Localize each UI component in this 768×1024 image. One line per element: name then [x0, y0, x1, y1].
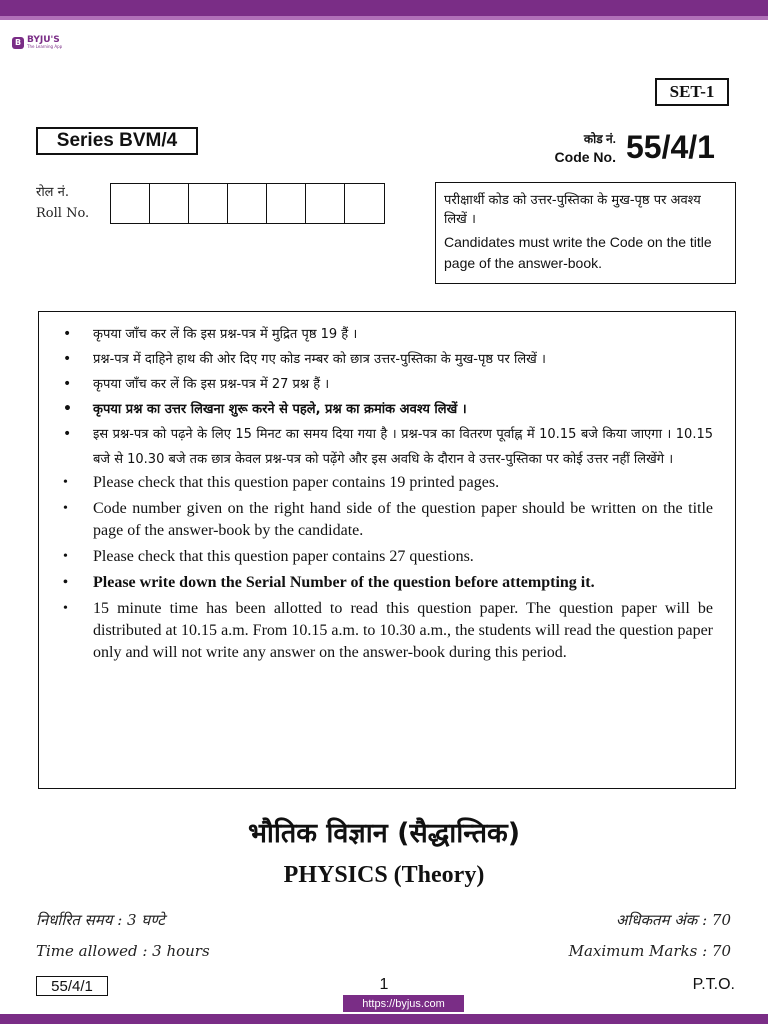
instruction-item: • कृपया जाँच कर लें कि इस प्रश्न-पत्र में 27 प्रश्न हैं ।	[61, 372, 713, 397]
instruction-item: • Code number given on the right hand side of the question paper should be written on the title page of the answer-book by the candidate.	[61, 498, 713, 542]
time-allowed-hindi: निर्धारित समय : 3 घण्टे	[36, 911, 165, 929]
instruction-item: • कृपया जाँच कर लें कि इस प्रश्न-पत्र में मुद्रित पृष्ठ 19 हैं ।	[61, 322, 713, 347]
bottom-brand-bar	[0, 1014, 768, 1024]
top-brand-bar	[0, 0, 768, 16]
time-allowed-english: Time allowed : 3 hours	[36, 942, 210, 960]
subject-title-hindi: भौतिक विज्ञान (सैद्धान्तिक)	[247, 818, 521, 849]
instructions-list	[61, 322, 713, 664]
code-label-hindi: कोड नं.	[583, 132, 616, 146]
roll-number-boxes	[110, 183, 385, 224]
code-number: 55/4/1	[626, 129, 715, 165]
logo-tagline: The Learning App	[27, 44, 63, 49]
instruction-item: • Please write down the Serial Number of the question before attempting it.	[61, 572, 713, 594]
logo-name: BYJU'S	[27, 35, 60, 45]
roll-number-cell[interactable]	[228, 184, 267, 223]
roll-label-english: Roll No.	[36, 206, 90, 221]
instruction-item: • 15 minute time has been allotted to read this question paper. The question paper will be distributed at 10.15 a.m. From 10.15 a.m. to 10.30 a.m., the students will read the question paper only and will not write any answer on the answer-book during this period.	[61, 598, 713, 664]
instructions-box	[38, 311, 736, 789]
series-badge: Series BVM/4	[36, 127, 198, 155]
byjus-logo-icon: B	[12, 37, 24, 49]
candidate-note-hindi: परीक्षार्थी कोड को उत्तर-पुस्तिका के मुख-पृष्ठ पर अवश्य लिखें ।	[444, 193, 701, 227]
maximum-marks-english: Maximum Marks : 70	[568, 942, 731, 960]
page-number: 1	[379, 976, 389, 993]
instruction-item: • प्रश्न-पत्र में दाहिने हाथ की ओर दिए गए कोड नम्बर को छात्र उत्तर-पुस्तिका के मुख-पृष्ठ पर लिखें ।	[61, 347, 713, 372]
subject-title-english: PHYSICS (Theory)	[283, 862, 485, 888]
roll-number-cell[interactable]	[150, 184, 189, 223]
byjus-logo	[12, 36, 62, 49]
please-turn-over: P.T.O.	[692, 976, 735, 993]
instruction-item: • कृपया प्रश्न का उत्तर लिखना शुरू करने से पहले, प्रश्न का क्रमांक अवश्य लिखें ।	[61, 397, 713, 422]
roll-number-cell[interactable]	[345, 184, 384, 223]
candidate-code-note	[435, 182, 736, 284]
roll-number-cell[interactable]	[189, 184, 228, 223]
maximum-marks-hindi: अधिकतम अंक : 70	[615, 911, 731, 929]
byjus-url-link[interactable]: https://byjus.com	[343, 995, 464, 1012]
instruction-item: • Please check that this question paper contains 27 questions.	[61, 546, 713, 568]
instruction-item: • इस प्रश्न-पत्र को पढ़ने के लिए 15 मिनट का समय दिया गया है । प्रश्न-पत्र का वितरण पूर्वाह्न में 10.15 बजे किया जाएगा । 10.15 बजे से 10.30 बजे तक छात्र केवल प्रश्न-पत्र को पढ़ेंगे और इस अवधि के दौरान वे उत्तर-पुस्तिका पर कोई उत्तर नहीं लिखेंगे ।	[61, 422, 713, 472]
footer-code: 55/4/1	[36, 976, 108, 996]
roll-number-label	[36, 182, 89, 224]
code-label	[530, 130, 616, 165]
roll-label-hindi: रोल नं.	[36, 185, 69, 200]
roll-number-cell[interactable]	[111, 184, 150, 223]
instruction-item: • Please check that this question paper contains 19 printed pages.	[61, 472, 713, 494]
candidate-note-english: Candidates must write the Code on the title page of the answer-book.	[444, 234, 712, 271]
roll-number-cell[interactable]	[267, 184, 306, 223]
set-badge: SET-1	[655, 78, 729, 106]
roll-number-cell[interactable]	[306, 184, 345, 223]
code-label-english: Code No.	[554, 149, 616, 165]
